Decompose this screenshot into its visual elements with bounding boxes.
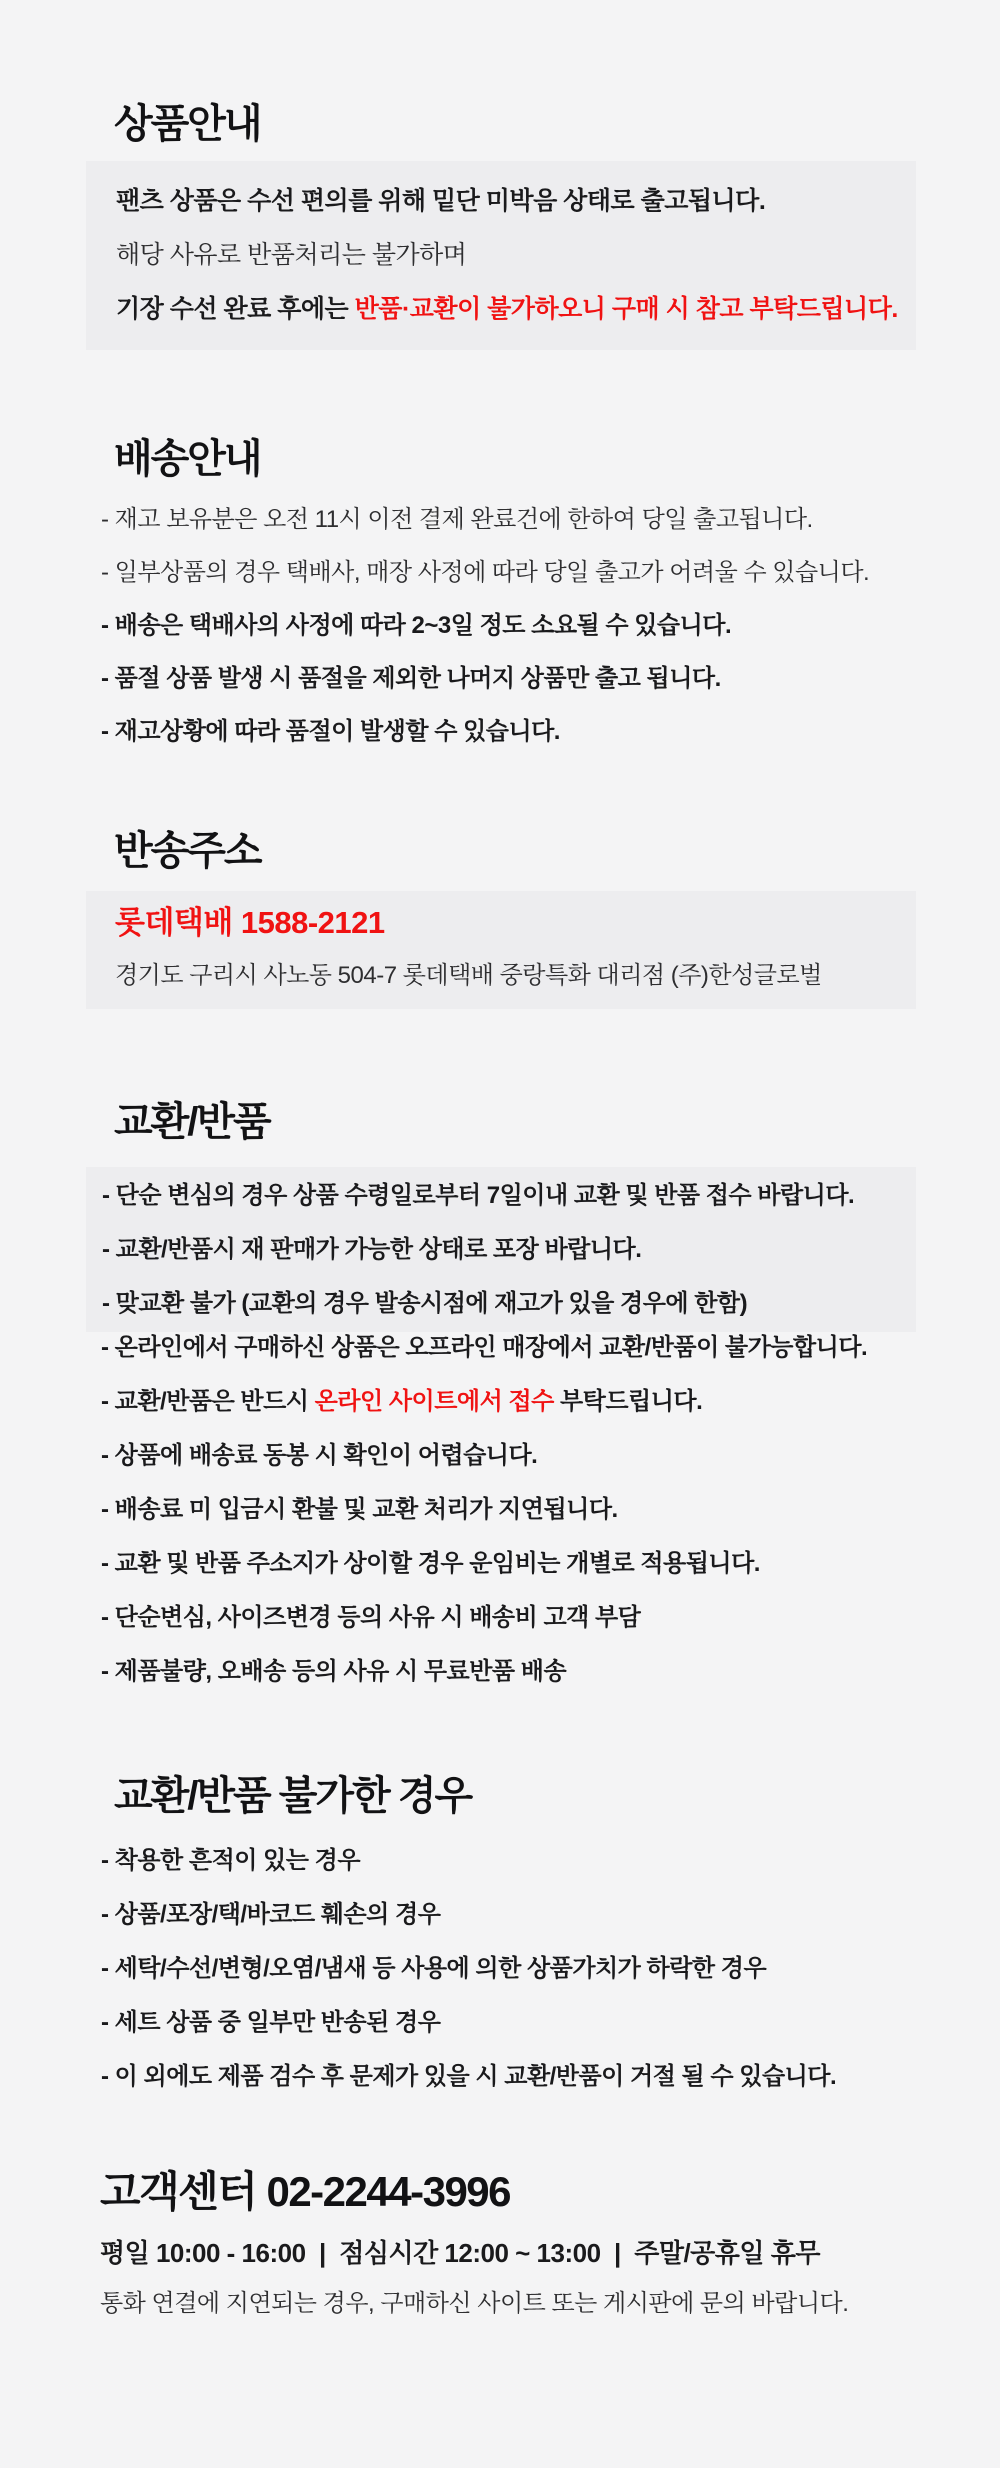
section-title-no-exchange-cases: 교환/반품 불가한 경우 — [114, 1774, 472, 1818]
exchange-item-free-return: - 제품불량, 오배송 등의 사유 시 무료반품 배송 — [101, 1658, 567, 1685]
return-address-box — [86, 891, 916, 1009]
customer-service-hours: 평일 10:00 - 16:00 | 점심시간 12:00 ~ 13:00 | 주말/공휴일 휴무 — [100, 2238, 820, 2268]
product-info-line-3 — [116, 282, 898, 336]
exchange-item-receipt — [101, 1375, 867, 1429]
exchange-item-enclosed-fee: - 상품에 배송료 동봉 시 확인이 어렵습니다. — [101, 1442, 538, 1469]
product-info-line-2: 해당 사유로 반품처리는 불가하며 — [116, 241, 467, 269]
section-title-exchange-return: 교환/반품 — [114, 1100, 270, 1144]
exchange-item-receipt-pre: - 교환/반품은 반드시 — [101, 1388, 315, 1415]
return-courier-phone: 롯데택배 1588-2121 — [115, 905, 385, 940]
shipping-item-4: - 품절 상품 발생 시 품절을 제외한 나머지 상품만 출고 됩니다. — [101, 665, 721, 692]
exchange-boxed-item-2: - 교환/반품시 재 판매가 가능한 상태로 포장 바랍니다. — [102, 1236, 642, 1263]
exchange-item-customer-pays: - 단순변심, 사이즈변경 등의 사유 시 배송비 고객 부담 — [101, 1604, 641, 1631]
exchange-boxed-item-3: - 맞교환 불가 (교환의 경우 발송시점에 재고가 있을 경우에 한함) — [102, 1290, 748, 1317]
section-title-shipping-info: 배송안내 — [114, 437, 261, 481]
exchange-item-receipt-red: 온라인 사이트에서 접수 — [314, 1388, 554, 1415]
shipping-item-1: - 재고 보유분은 오전 11시 이전 결제 완료건에 한하여 당일 출고됩니다. — [101, 506, 813, 533]
exchange-item-offline: - 온라인에서 구매하신 상품은 오프라인 매장에서 교환/반품이 불가능합니다. — [101, 1334, 868, 1361]
product-info-line-3-black: 기장 수선 완료 후에는 — [116, 295, 355, 323]
no-exchange-list — [101, 1834, 836, 2104]
shipping-item-2: - 일부상품의 경우 택배사, 매장 사정에 따라 당일 출고가 어려울 수 있습니다. — [101, 559, 870, 586]
section-title-product-info: 상품안내 — [114, 102, 261, 146]
customer-service-title: 고객센터 02-2244-3996 — [100, 2168, 511, 2215]
exchange-return-box — [86, 1167, 916, 1332]
exchange-item-different-address: - 교환 및 반품 주소지가 상이할 경우 운임비는 개별로 적용됩니다. — [101, 1550, 760, 1577]
no-exchange-item-1: - 착용한 흔적이 있는 경우 — [101, 1847, 361, 1874]
customer-service-note: 통화 연결에 지연되는 경우, 구매하신 사이트 또는 게시판에 문의 바랍니다. — [100, 2290, 849, 2317]
no-exchange-item-4: - 세트 상품 중 일부만 반송된 경우 — [101, 2009, 441, 2036]
no-exchange-item-2: - 상품/포장/택/바코드 훼손의 경우 — [101, 1901, 441, 1928]
no-exchange-item-3: - 세탁/수선/변형/오염/냄새 등 사용에 의한 상품가치가 하락한 경우 — [101, 1955, 767, 1982]
shipping-item-5: - 재고상황에 따라 품절이 발생할 수 있습니다. — [101, 718, 560, 745]
shipping-info-list — [101, 493, 869, 758]
product-info-box — [86, 161, 916, 350]
exchange-item-unpaid-fee: - 배송료 미 입금시 환불 및 교환 처리가 지연됩니다. — [101, 1496, 618, 1523]
shipping-item-3: - 배송은 택배사의 사정에 따라 2~3일 정도 소요될 수 있습니다. — [101, 612, 732, 639]
exchange-item-receipt-post: 부탁드립니다. — [553, 1388, 703, 1415]
section-title-return-address: 반송주소 — [114, 829, 261, 873]
product-info-line-3-red: 반품·교환이 불가하오니 구매 시 참고 부탁드립니다. — [354, 295, 898, 323]
exchange-return-list — [101, 1321, 867, 1699]
product-info-line-1: 팬츠 상품은 수선 편의를 위해 밑단 미박음 상태로 출고됩니다. — [116, 187, 766, 215]
exchange-boxed-item-1: - 단순 변심의 경우 상품 수령일로부터 7일이내 교환 및 반품 접수 바랍니다. — [102, 1182, 855, 1209]
return-address-text: 경기도 구리시 사노동 504-7 롯데택배 중랑특화 대리점 (주)한성글로벌 — [115, 962, 822, 989]
no-exchange-item-5: - 이 외에도 제품 검수 후 문제가 있을 시 교환/반품이 거절 될 수 있습니다. — [101, 2063, 837, 2090]
